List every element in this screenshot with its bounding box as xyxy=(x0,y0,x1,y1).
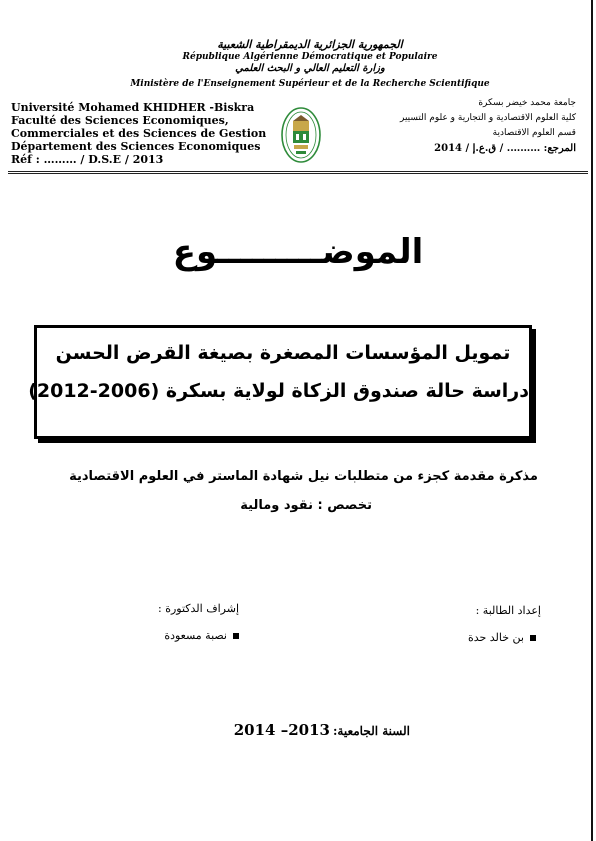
student-name: بن خالد حدة xyxy=(467,631,524,644)
reference-french: Réf : ……… / D.S.E / 2013 xyxy=(11,153,164,166)
department-name-arabic: قسم العلوم الاقتصادية xyxy=(492,128,576,138)
bullet-icon xyxy=(233,633,239,639)
ministry-name-french: Ministère de l'Enseignement Supérieur et de la Recherche Scientifique xyxy=(130,79,490,89)
student-name-row xyxy=(468,631,536,644)
bullet-icon xyxy=(530,635,536,641)
department-name-french: Département des Sciences Economiques xyxy=(11,140,261,153)
republic-name-french: République Algérienne Démocratique et Populaire xyxy=(182,52,438,62)
header-divider-secondary xyxy=(8,173,588,174)
institution-block-french xyxy=(11,101,266,166)
student-heading: إعداد الطالبة : xyxy=(475,604,541,617)
memo-description: مذكرة مقدمة كجزء من متطلبات نيل شهادة الماستر في العلوم الاقتصادية xyxy=(69,469,538,484)
university-emblem-icon xyxy=(280,106,322,164)
academic-year-label: السنة الجامعية: xyxy=(332,724,410,738)
ministry-name-arabic: وزارة التعليم العالي و البحث العلمي xyxy=(235,63,385,74)
institution-block-arabic xyxy=(386,96,576,156)
thesis-title-line1: تمويل المؤسسات المصغرة بصيغة القرض الحسن xyxy=(55,342,511,364)
faculty-name-arabic: كلية العلوم الاقتصادية و التجارية و علوم التسيير xyxy=(400,113,576,123)
specialization: تخصص : نقود ومالية xyxy=(240,498,372,513)
page-title: الموضـــــــــوع xyxy=(172,232,424,272)
page-edge xyxy=(591,0,593,841)
university-name-arabic: جامعة محمد خيضر بسكرة xyxy=(478,98,576,108)
academic-year-value: 2013– 2014 xyxy=(233,721,330,739)
reference-arabic: المرجع: ………. / ق.ع.إ / 2014 xyxy=(434,143,576,154)
faculty-name-french-line2: Commerciales et des Sciences de Gestion xyxy=(11,127,267,140)
thesis-title-line2: دراسة حالة صندوق الزكاة لولاية بسكرة (2006-2012) xyxy=(28,380,529,402)
header-divider xyxy=(8,171,588,172)
faculty-name-french-line1: Faculté des Sciences Economiques, xyxy=(11,114,229,127)
thesis-title-box xyxy=(28,325,532,439)
republic-name-arabic: الجمهورية الجزائرية الديمقراطية الشعبية xyxy=(217,38,403,51)
university-name-french: Université Mohamed KHIDHER -Biskra xyxy=(11,101,255,114)
academic-year xyxy=(234,720,410,739)
supervisor-name: نصبة مسعودة xyxy=(164,629,227,642)
supervisor-name-row xyxy=(164,629,239,642)
title-wrapper xyxy=(0,232,596,272)
supervisor-heading: إشراف الدكتورة : xyxy=(158,602,239,615)
